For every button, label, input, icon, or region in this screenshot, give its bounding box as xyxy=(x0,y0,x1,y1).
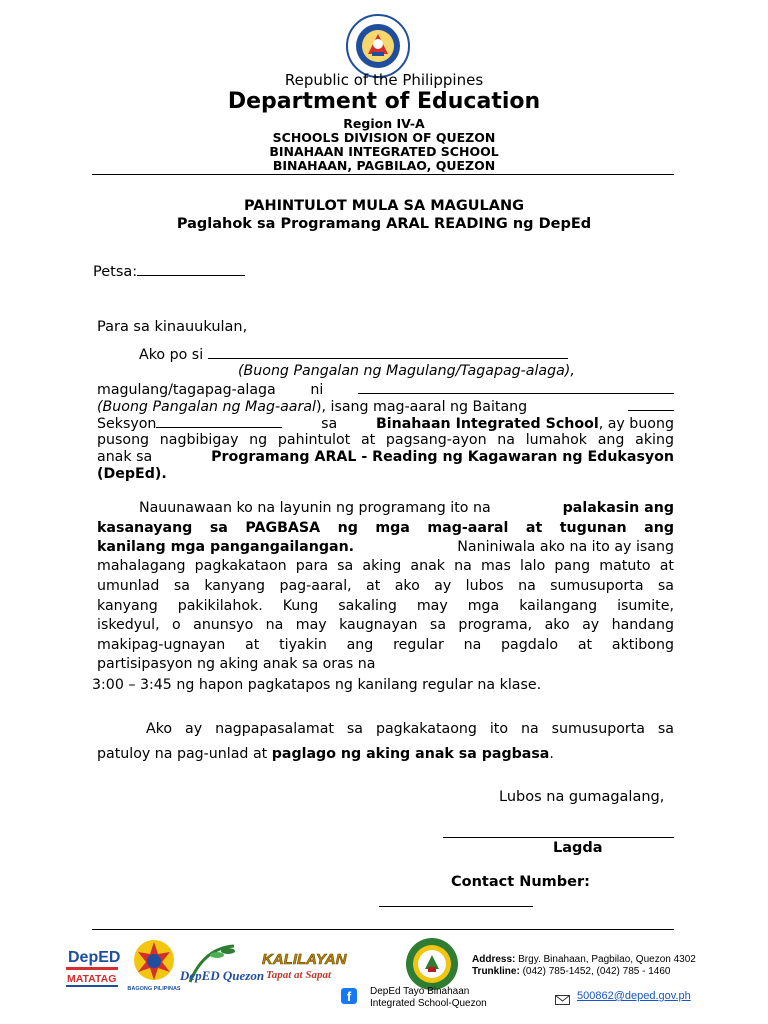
para2-l1-bold: palakasin ang xyxy=(562,500,674,516)
address-label: Address: xyxy=(472,954,516,965)
logo-tapat-sapat-text: Tapat at Sapat xyxy=(266,969,331,981)
address-line: BINAHAAN, PAGBILAO, QUEZON xyxy=(272,158,496,173)
parent-name-row xyxy=(139,346,579,364)
date-blank[interactable] xyxy=(137,263,245,276)
email-link[interactable]: 500862@deped.gov.ph xyxy=(577,990,691,1002)
logo-kalilayan-text: KALILAYAN xyxy=(262,951,347,968)
kalilayan-logo xyxy=(260,948,394,982)
para3-l2-text: patuloy na pag-unlad at xyxy=(97,746,268,762)
bagong-pilipinas-logo xyxy=(128,938,180,992)
para2-line1 xyxy=(139,500,674,517)
address-value: Brgy. Binahaan, Pagbilao, Quezon 4302 xyxy=(518,954,696,965)
para3-l2-period: . xyxy=(549,746,554,762)
ako-po-si-text: Ako po si xyxy=(139,347,204,363)
facebook-icon[interactable]: f xyxy=(341,988,357,1004)
para3-line2 xyxy=(97,746,674,763)
deped-matatag-logo xyxy=(64,942,120,990)
para2-l1-text: Nauunawaan ko na layunin ng programang ito na xyxy=(139,500,491,516)
ni-text: ni xyxy=(310,382,324,398)
footer-trunkline xyxy=(472,966,670,977)
para2-line4: mahalagang pagkakataon para sa aking anak na mas lalo pang matuto at xyxy=(97,558,674,574)
baitang-blank[interactable] xyxy=(628,398,674,411)
footer-divider xyxy=(92,929,674,930)
guardian-row xyxy=(97,381,674,399)
program-name-bold: Programang ARAL - Reading ng Kagawaran ng Edukasyon xyxy=(211,449,674,465)
trunkline-value: (042) 785-1452, (042) 785 - 1460 xyxy=(522,966,671,977)
program-deped-bold: (DepEd). xyxy=(97,466,167,482)
parent-name-blank[interactable] xyxy=(208,346,568,359)
student-name-hint: (Buong Pangalan ng Mag-aaral xyxy=(97,399,316,415)
logo-matatag-text: MATATAG xyxy=(67,973,117,985)
para2-line2: kasanayang sa PAGBASA ng mga mag-aaral at tugunan ang xyxy=(97,520,674,536)
document-subtitle: Paglahok sa Programang ARAL READING ng DepEd xyxy=(176,216,592,232)
para1-line5: pusong nagbibigay ng pahintulot at pagsang-ayon na lumahok ang aking xyxy=(97,432,674,448)
student-name-blank[interactable] xyxy=(358,381,674,394)
document-title: PAHINTULOT MULA SA MAGULANG xyxy=(243,198,525,214)
seksyon-row xyxy=(97,415,674,433)
seksyon-text: Seksyon xyxy=(97,416,157,432)
date-field xyxy=(93,263,245,280)
envelope-icon xyxy=(555,990,570,1000)
deped-seal xyxy=(346,14,410,78)
logo-deped-text: DepED xyxy=(68,949,121,966)
facebook-page-name[interactable] xyxy=(370,986,487,1010)
para2-line7: iskedyul, o anunsyo na may kaugnayan sa programa, ako ay handang xyxy=(97,617,674,633)
logo-deped-quezon-text: DepED Quezon xyxy=(179,968,265,983)
para2-line10: 3:00 – 3:45 ng hapon pagkatapos ng kanilang regular na klase. xyxy=(92,677,542,693)
para2-line5: umunlad sa kanyang pag-aaral, at ako ay lubos na sumusuporta sa xyxy=(97,578,674,594)
seksyon-blank[interactable] xyxy=(156,415,282,428)
trunkline-label: Trunkline: xyxy=(472,966,520,977)
closing: Lubos na gumagalang, xyxy=(499,789,665,805)
isang-text: ), isang mag-aaral ng Baitang xyxy=(315,399,528,415)
republic-line: Republic of the Philippines xyxy=(284,71,484,89)
facebook-line2: Integrated School-Quezon xyxy=(370,998,487,1009)
region-line: Region IV-A xyxy=(343,116,425,131)
ay-buong-text: , ay buong xyxy=(598,416,674,432)
facebook-line1: DepEd Tayo Binahaan xyxy=(370,986,470,997)
para3-line1: Ako ay nagpapasalamat sa pagkakataong ito na sumusuporta sa xyxy=(146,721,674,737)
date-label: Petsa: xyxy=(93,264,138,280)
anak-sa-text: anak sa xyxy=(97,449,153,465)
contact-label: Contact Number: xyxy=(451,874,590,890)
footer-address xyxy=(472,954,696,965)
logo-bagong-pilipinas-text: BAGONG PILIPINAS xyxy=(127,986,181,992)
header-divider xyxy=(92,174,674,175)
signature-line[interactable] xyxy=(443,837,674,838)
signature-label: Lagda xyxy=(553,840,603,856)
school-seal-logo xyxy=(401,937,463,991)
para3-l2-bold: paglago ng aking anak sa pagbasa xyxy=(271,746,550,762)
department-title: Department of Education xyxy=(227,89,541,114)
school-name-bold: Binahaan Integrated School xyxy=(375,416,599,432)
student-row xyxy=(97,398,674,416)
para1-line6 xyxy=(97,449,674,466)
school-line: BINAHAAN INTEGRATED SCHOOL xyxy=(269,144,499,159)
para2-l3-text: Naniniwala ako na ito ay isang xyxy=(457,539,674,555)
para2-line8: makipag-ugnayan at tiyakin ang regular na pagdalo at aktibong xyxy=(97,637,674,653)
para2-l3-bold: kanilang mga pangangailangan. xyxy=(97,539,355,555)
sa-text: sa xyxy=(321,416,338,432)
magulang-text: magulang/tagapag-alaga xyxy=(97,382,276,398)
deped-quezon-logo xyxy=(179,942,265,988)
para2-line3 xyxy=(97,539,674,556)
division-line: SCHOOLS DIVISION OF QUEZON xyxy=(272,130,496,145)
parent-name-hint: (Buong Pangalan ng Magulang/Tagapag-alaga), xyxy=(238,363,575,379)
para2-line6: kanyang pakikilahok. Kung sakaling may mga kailangang isumite, xyxy=(97,598,674,614)
greeting: Para sa kinauukulan, xyxy=(97,319,248,335)
para2-line9: partisipasyon ng aking anak sa oras na xyxy=(97,656,376,672)
contact-line[interactable] xyxy=(379,906,533,907)
